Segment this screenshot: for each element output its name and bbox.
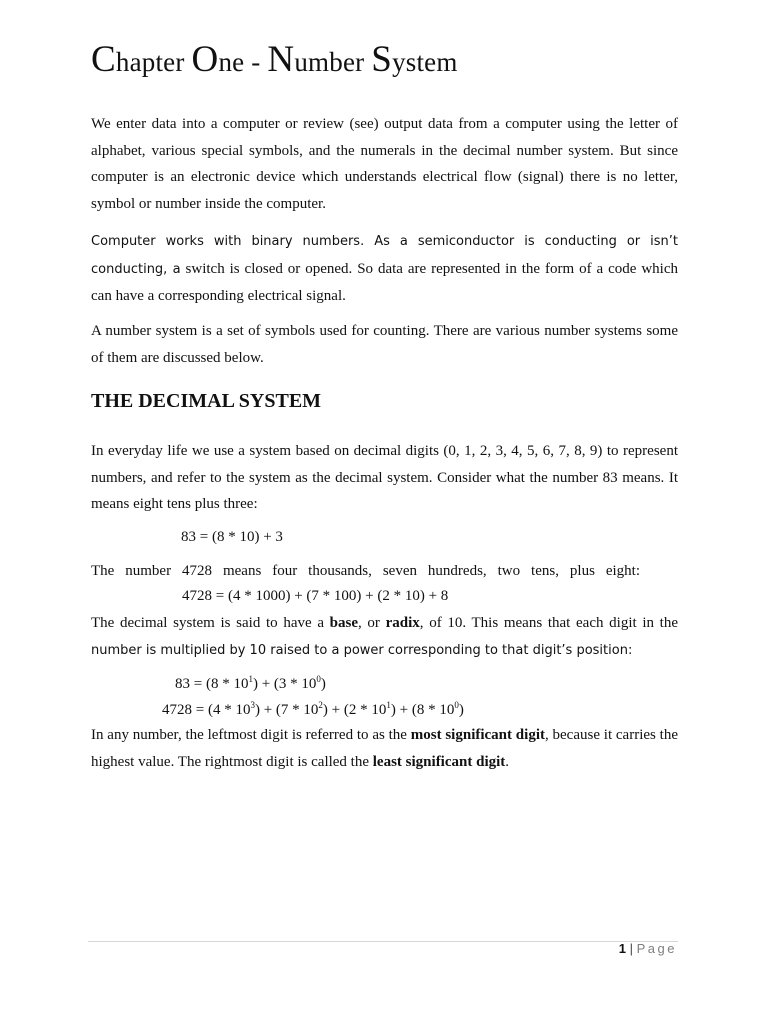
eq-text: 4728 = (4 * 10: [162, 702, 251, 718]
eq-exponent: 1: [248, 674, 253, 684]
equation-4728: 4728 = (4 * 1000) + (7 * 100) + (2 * 10) + 8: [182, 588, 449, 604]
paragraph-text: .: [505, 753, 510, 770]
paragraph-text: In any number, the leftmost digit is referred to as the: [91, 727, 411, 743]
paragraph-text: The decimal system is said to have a: [91, 615, 330, 631]
paragraph-text: , because it carries the highest value. The rightmost digit is called the: [91, 727, 678, 770]
term-msd: most significant digit: [410, 727, 545, 743]
intro-paragraph-1: We enter data into a computer or review (see) output data from a computer using the letter of alphabet, various special symbols, and the numerals in the decimal number system. But since computer is an electronic device which understands electrical flow (signal) there is no letter, symbol or number inside the computer.: [91, 116, 678, 212]
page-label: Page: [636, 941, 677, 956]
decimal-paragraph-1: In everyday life we use a system based on decimal digits (0, 1, 2, 3, 4, 5, 6, 7, 8, 9) to represent numbers, and refer to the system as the decimal system. Consider what the number 83 means. It means eight tens plus three:: [91, 443, 678, 512]
eq-text: ) + (2 * 10: [322, 702, 387, 718]
chapter-title: [91, 38, 458, 81]
title-initial: S: [371, 39, 393, 80]
title-initial: O: [191, 39, 219, 80]
paragraph-text: , or: [358, 615, 386, 631]
title-initial: N: [267, 39, 295, 80]
eq-text: ): [320, 676, 326, 692]
title-text: umber: [294, 47, 372, 77]
intro-paragraph-2: [91, 228, 678, 310]
eq-exponent: 0: [454, 700, 459, 710]
title-text: ystem: [392, 47, 458, 77]
eq-text: ): [458, 702, 464, 718]
eq-text: 83 = (8 * 10: [175, 676, 249, 692]
title-initial: C: [91, 39, 116, 80]
term-lsd: least significant digit: [372, 753, 506, 770]
equation-83-powers: [175, 674, 326, 694]
paragraph-text: switch is closed or opened. So data are represented in the form of a code which can have a corresponding electrical signal.: [91, 260, 679, 304]
paragraph-text: , of 10. This means that each digit in the: [419, 615, 678, 631]
decimal-paragraph-2: The number 4728 means four thousands, seven hundreds, two tens, plus eight:: [91, 563, 640, 579]
title-text: hapter: [115, 47, 192, 77]
footer-separator: |: [629, 941, 633, 956]
decimal-paragraph-3: [91, 610, 678, 664]
page-footer: [619, 941, 677, 956]
footer-divider: [88, 941, 678, 942]
intro-paragraph-3: A number system is a set of symbols used for counting. There are various number systems some of them are discussed below.: [91, 323, 678, 366]
page-number: 1: [618, 941, 626, 956]
paragraph-text: number is multiplied by 10 raised to a power corresponding to that digit’s position:: [91, 642, 633, 658]
eq-text: ) + (8 * 10: [390, 702, 455, 718]
term-radix: radix: [385, 615, 420, 631]
equation-4728-powers: [162, 700, 464, 720]
section-heading: THE DECIMAL SYSTEM: [91, 390, 322, 412]
eq-exponent: 3: [250, 700, 255, 710]
eq-exponent: 0: [316, 674, 321, 684]
eq-exponent: 1: [386, 700, 391, 710]
eq-exponent: 2: [318, 700, 323, 710]
title-text: ne -: [218, 47, 268, 77]
eq-text: ) + (7 * 10: [254, 702, 319, 718]
decimal-paragraph-4: [91, 722, 678, 775]
paragraph-text: Computer works with binary numbers. As a semiconductor is conducting or isn’t conducting, a: [91, 234, 678, 277]
eq-text: ) + (3 * 10: [252, 676, 317, 692]
equation-83: 83 = (8 * 10) + 3: [181, 529, 283, 545]
term-base: base: [329, 615, 358, 631]
